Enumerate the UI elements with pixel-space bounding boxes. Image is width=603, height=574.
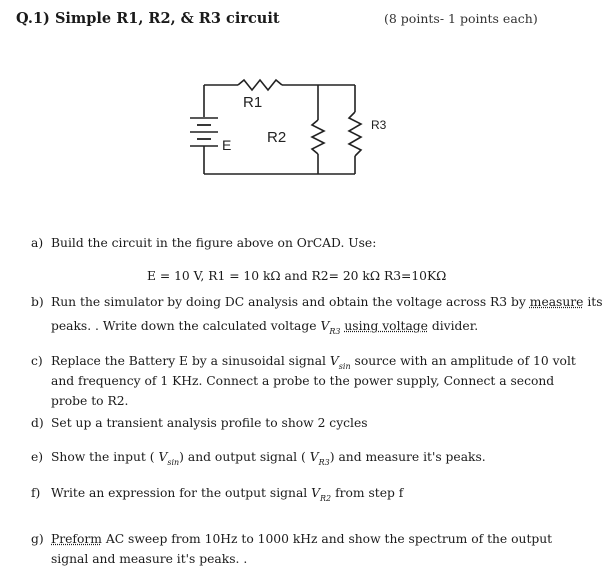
question-g	[31, 529, 552, 550]
question-b	[31, 292, 603, 313]
question-a	[31, 233, 376, 254]
var-v: V	[158, 450, 168, 464]
question-a-text: Build the circuit in the figure above on OrCAD. Use:	[51, 236, 377, 250]
source-label: E	[222, 137, 232, 153]
var-sub: R2	[320, 494, 332, 503]
question-b-line2	[51, 316, 478, 338]
question-a-values: E = 10 V, R1 = 10 kΩ and R2= 20 kΩ R3=10KΩ	[147, 269, 447, 283]
question-d-text: Set up a transient analysis profile to show 2 cycles	[51, 416, 368, 430]
question-f	[31, 483, 403, 505]
var-v: V	[329, 354, 339, 368]
var-sub: R3	[329, 327, 341, 336]
question-b-line2b: divider.	[431, 319, 479, 333]
r2-resistor	[312, 120, 324, 154]
var-v: V	[311, 486, 321, 500]
r2-label: R2	[267, 129, 287, 146]
question-b-label: b)	[31, 295, 44, 309]
points-note: (8 points- 1 points each)	[384, 11, 538, 26]
question-f-text-b: from step f	[335, 486, 404, 500]
question-g-line2: signal and measure it's peaks. .	[51, 552, 248, 566]
var-sub: sin	[167, 458, 180, 467]
var-sub: sin	[338, 362, 351, 371]
question-c-line3: probe to R2.	[51, 394, 129, 408]
question-c	[31, 351, 576, 373]
var-v: V	[309, 450, 319, 464]
question-b-line1a: Run the simulator by doing DC analysis and obtain the voltage across R3 by	[51, 295, 526, 309]
question-g-line1: AC sweep from 10Hz to 1000 kHz and show the spectrum of the output	[105, 532, 553, 546]
question-e	[31, 447, 486, 469]
r1-label: R1	[243, 94, 263, 111]
question-g-label: g)	[31, 532, 44, 546]
question-e-text-a: Show the input (	[51, 450, 155, 464]
r3-resistor	[349, 112, 361, 156]
var-sub: R3	[318, 458, 330, 467]
question-title: Q.1) Simple R1, R2, & R3 circuit	[16, 10, 280, 27]
question-d	[31, 413, 368, 434]
battery-e	[190, 118, 218, 146]
question-c-line1a: Replace the Battery E by a sinusoidal signal	[51, 354, 326, 368]
question-e-label: e)	[31, 450, 44, 464]
question-c-line1b: source with an amplitude of 10 volt	[354, 354, 576, 368]
question-e-text-b: ) and output signal (	[179, 450, 306, 464]
question-b-line1b: its	[587, 295, 603, 309]
question-c-line2: and frequency of 1 KHz. Connect a probe to the power supply, Connect a second	[51, 374, 555, 388]
question-a-label: a)	[31, 236, 44, 250]
question-b-underline-voltage: using voltage	[344, 319, 428, 333]
question-f-label: f)	[31, 486, 41, 500]
question-b-underline-measure: measure	[529, 295, 584, 309]
question-g-underline-preform: Preform	[51, 532, 102, 546]
question-c-label: c)	[31, 354, 43, 368]
question-b-line2a: peaks. . Write down the calculated voltage	[51, 319, 317, 333]
question-e-text-c: ) and measure it's peaks.	[329, 450, 486, 464]
var-v: V	[320, 319, 330, 333]
r3-label: R3	[371, 118, 387, 132]
r1-resistor	[238, 80, 282, 90]
circuit-diagram	[0, 0, 551, 240]
question-f-text-a: Write an expression for the output signal	[51, 486, 308, 500]
question-d-label: d)	[31, 416, 44, 430]
